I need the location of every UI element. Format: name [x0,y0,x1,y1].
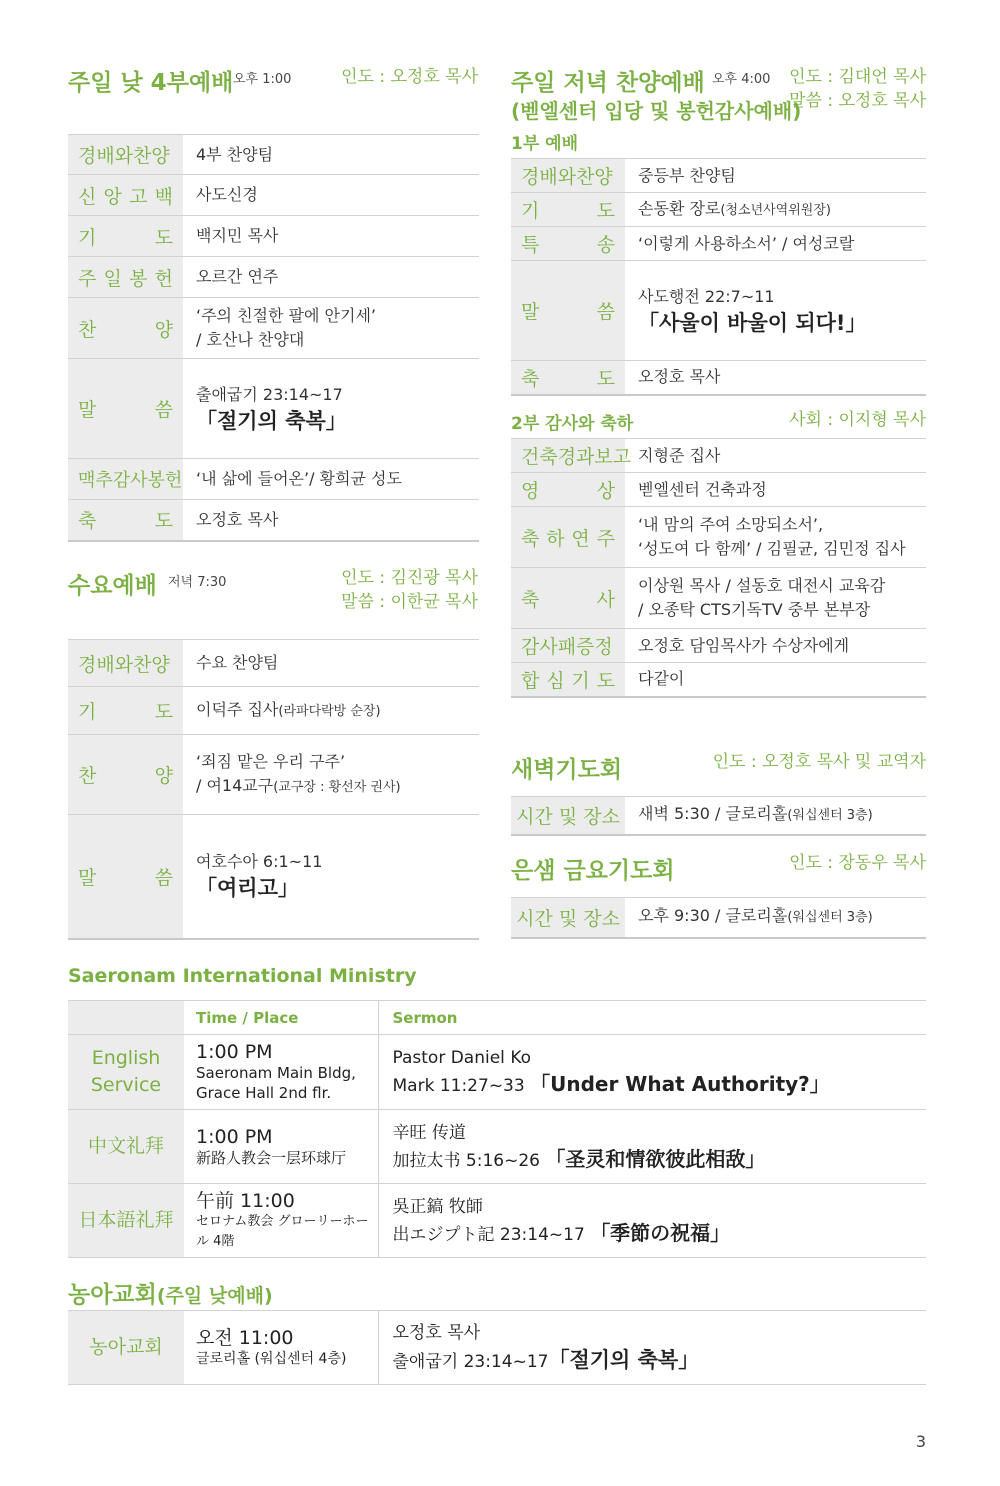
sermon-title: 「季節の祝福」 [590,1220,731,1245]
table-row [68,135,479,175]
row-value: 다같이 [638,669,685,689]
sermon-title: 「여리고」 [196,876,299,901]
row-note: (워십센터 3층) [787,808,873,824]
dawn-table [511,796,926,836]
table-row [68,216,479,257]
row-label: 시간 및 장소 [516,805,620,828]
intl-table [68,1000,926,1258]
row-value-line1: 이상원 목사 / 설동호 대전시 교육감 [638,576,886,595]
row-value: 백지민 목사 [196,226,279,245]
row-value: 오정호 담임목사가 수상자에게 [638,635,850,655]
row-value: 오정호 목사 [638,367,721,387]
preacher: Pastor Daniel Ko [392,1048,532,1068]
table-row [68,1184,926,1258]
wednesday-preacher: 말씀 : 이한균 목사 [341,592,478,612]
table-row [511,898,926,938]
row-label: 신 앙 고 백 [78,185,173,208]
row-label: 주 일 봉 헌 [78,267,173,290]
row-value: 새벽 5:30 / 글로리홀 [638,804,788,824]
sunday4-table [68,134,479,542]
row-value-line2: ‘성도여 다 함께’ / 김필균, 김민정 집사 [638,539,906,558]
row-label: 경배와찬양 [78,145,170,167]
service-time: 1:00 PM [196,1125,273,1148]
table-row [68,735,479,815]
service-time: 오전 11:00 [196,1326,294,1349]
kids-title: 농아교회(주일 낮예배) [68,1282,273,1308]
sunday4-leader: 인도 : 오정호 목사 [341,67,478,87]
service-place: 글로리홀 (워십센터 4층) [196,1350,347,1367]
table-row [68,1035,926,1110]
row-value: 수요 찬양팀 [196,653,279,672]
row-note: (청소년사역위원장) [720,202,831,218]
table-row [68,640,479,687]
row-value: 오르간 연주 [196,267,279,286]
row-value: 오정호 목사 [196,509,279,529]
row-label: 찬 양 [78,765,173,787]
table-header-row [68,1001,926,1035]
row-value: 이덕주 집사 [196,699,279,719]
row-value: ‘이렇게 사용하소서’ / 여성코랄 [638,233,855,253]
intl-title: Saeronam International Ministry [68,965,417,987]
table-row [68,815,479,939]
table-row [511,568,926,629]
row-label: 건축경과보고 [521,446,632,468]
row-label: 경배와찬양 [78,653,170,676]
row-label: 기 도 [78,701,173,723]
row-note: (라파다락방 순장) [278,703,381,719]
row-value-line1: ‘죄짐 맡은 우리 구주’ [196,751,346,771]
wednesday-leader: 인도 : 김진광 목사 [341,568,478,588]
service-time: 午前 11:00 [196,1189,295,1212]
row-label: 감사패증정 [521,636,613,658]
row-value: 사도신경 [196,185,258,204]
evening-part2-title: 2부 감사와 축하 [511,414,634,434]
sermon-title: 「절기의 축복」 [548,1348,700,1372]
row-label: 축 도 [78,510,173,533]
scripture-ref: 사도행전 22:7~11 [638,286,775,306]
table-row [511,159,926,193]
scripture-ref: 출애굽기 23:14~17 [196,384,343,404]
row-label: 말 씀 [78,866,173,889]
row-label: 中文礼拜 [68,1110,184,1184]
table-row [511,261,926,361]
scripture-ref: 여호수아 6:1~11 [196,852,323,872]
friday-leader: 인도 : 장동우 목사 [789,853,926,873]
row-label: 축 하 연 주 [521,527,615,550]
row-label: 합 심 기 도 [521,669,615,692]
evening-part2-table [511,438,926,698]
row-value-line2: / 오종탁 CTS기독TV 중부 본부장 [638,600,871,619]
row-value: 오후 9:30 / 글로리홀 [638,906,788,926]
row-note: (워십센터 3층) [787,910,873,926]
row-note: (교구장 : 황선자 권사) [273,779,401,795]
table-row [68,459,479,500]
row-label: 농아교회 [68,1311,184,1385]
service-place: Saeronam Main Bldg, Grace Hall 2nd flr. [196,1064,356,1102]
friday-title: 은샘 금요기도회 [511,858,675,884]
service-place: セロナム教会 グローリーホール 4階 [196,1213,369,1249]
preacher: 辛旺 传道 [392,1122,466,1143]
row-label: 영 상 [521,480,615,502]
kids-table [68,1310,926,1385]
row-value: 중등부 찬양팀 [638,165,736,185]
row-value-line1: ‘내 맘의 주여 소망되소서’, [638,515,824,534]
wednesday-title: 수요예배 [68,573,157,599]
sermon-title: 「절기의 축복」 [196,408,347,433]
row-label: 기 도 [521,200,615,222]
scripture-ref: 출애굽기 23:14~17 [392,1352,549,1372]
dawn-leader: 인도 : 오정호 목사 및 교역자 [712,752,926,772]
row-label: 경배와찬양 [521,166,613,188]
table-row [68,1311,926,1385]
wednesday-leaders [341,566,478,614]
table-row [511,227,926,261]
table-row [511,193,926,227]
table-row [511,797,926,835]
preacher: 吳正鎬 牧師 [392,1196,483,1217]
sunday4-title: 주일 낮 4부예배 [68,70,234,96]
evening-preacher: 말씀 : 오정호 목사 [789,91,926,111]
row-value: 손동환 장로 [638,198,721,218]
row-label: 맥추감사봉헌 [78,470,183,491]
scripture-ref: 出エジプト記 23:14~17 [392,1224,585,1245]
table-row [511,629,926,663]
row-label: 日本語礼拜 [68,1184,184,1258]
table-row [68,1110,926,1184]
row-value: ‘내 삶에 들어온’/ 황희균 성도 [196,469,402,488]
sermon-title: 「圣灵和情欲彼此相敌」 [545,1146,766,1171]
service-time: 1:00 PM [196,1041,273,1063]
wednesday-time: 저녁 7:30 [168,575,227,590]
dawn-title: 새벽기도회 [511,757,623,783]
row-value: 벧엘센터 건축과정 [638,479,767,499]
evening-time: 오후 4:00 [712,72,771,87]
table-row [511,361,926,395]
evening-title: 주일 저녁 찬양예배 [511,70,705,96]
row-value-line2: / 여14교구 [196,775,274,795]
evening-leader: 인도 : 김대언 목사 [789,67,926,87]
table-row [511,663,926,697]
column-header-sermon: Sermon [378,1001,926,1035]
table-row [511,507,926,568]
evening-part1-table [511,158,926,396]
row-label: English Service [68,1035,184,1110]
wednesday-table [68,639,479,940]
row-label: 말 씀 [78,399,173,421]
table-row [511,439,926,473]
row-label: 축 도 [521,367,615,390]
sermon-title: 「사울이 바울이 되다!」 [638,310,867,335]
sunday4-time: 오후 1:00 [233,72,292,87]
row-label: 기 도 [78,226,173,249]
table-row [68,257,479,298]
table-row [68,687,479,735]
table-row [511,473,926,507]
page-number: 3 [915,1432,926,1451]
evening-part1-title: 1부 예배 [511,134,579,154]
row-value: 4부 찬양팀 [196,144,274,164]
friday-table [511,897,926,939]
preacher: 오정호 목사 [392,1323,481,1343]
row-label: 특 송 [521,234,615,256]
row-label: 시간 및 장소 [516,907,620,930]
kids-title-note: (주일 낮예배) [156,1285,273,1307]
table-row [68,500,479,541]
row-value-line2: / 호산나 찬양대 [196,330,305,349]
table-row [68,175,479,216]
scripture-ref: 加拉太书 5:16~26 [392,1150,540,1171]
sermon-title: 「Under What Authority?」 [530,1072,830,1096]
evening-part2-host: 사회 : 이지형 목사 [789,410,926,430]
row-label: 축 사 [521,588,615,611]
evening-leaders [789,65,926,113]
evening-subtitle: (벧엘센터 입당 및 봉헌감사예배) [511,99,802,123]
row-value: 지형준 집사 [638,445,721,465]
service-place: 新路人教会一层环球厅 [196,1148,347,1167]
row-label: 말 씀 [521,301,615,323]
scripture-ref: Mark 11:27~33 [392,1076,525,1096]
row-value-line1: ‘주의 친절한 팔에 안기세’ [196,306,376,325]
table-row [68,359,479,459]
column-header-time: Time / Place [184,1001,378,1035]
row-label: 찬 양 [78,318,173,341]
table-row [68,298,479,359]
